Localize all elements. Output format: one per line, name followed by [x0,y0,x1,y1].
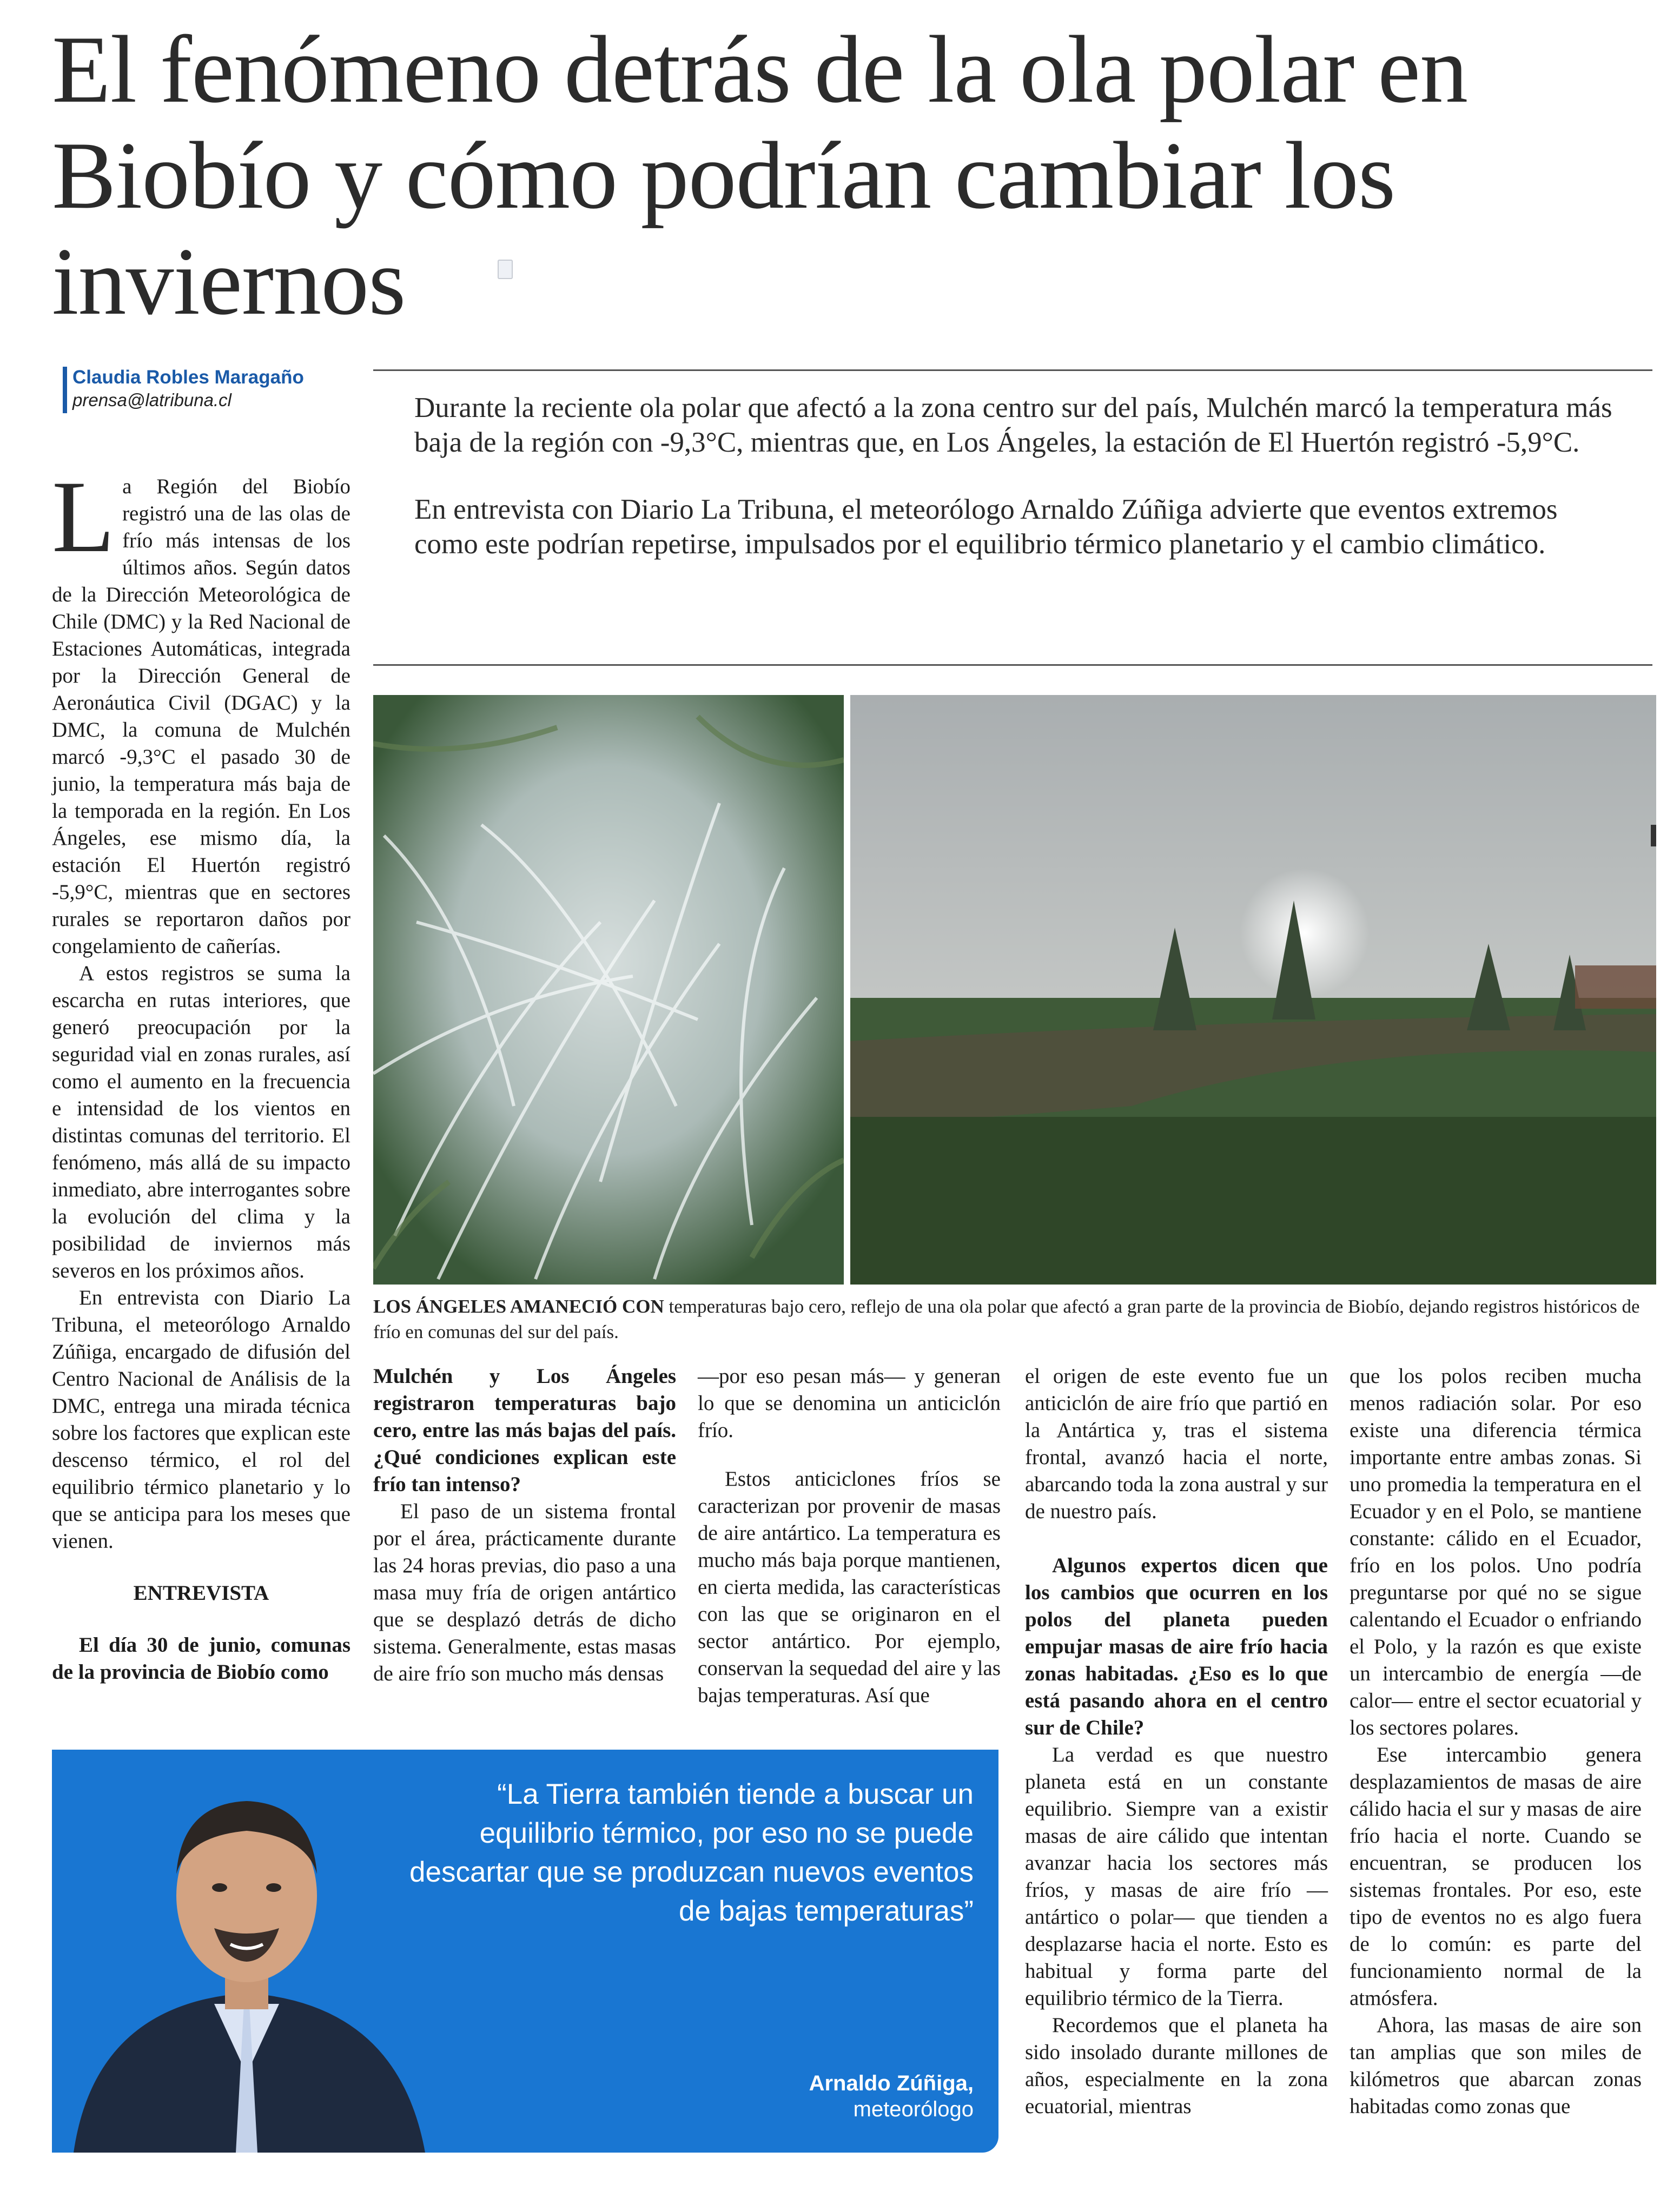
foggy-park-photo [850,695,1656,1285]
foggy-park-illustration [850,695,1656,1285]
pull-quote-text: “La Tierra también tiende a buscar un equilibrio térmico, por eso no se puede descartar que se produzcan nuevos eventos de bajas temperaturas” [409,1778,974,1927]
body-paragraph: En entrevista con Diario La Tribuna, el meteorólogo Arnaldo Zúñiga, encargado de difusión del Centro Nacional de Análisis de la DMC, entrega una mirada técnica sobre los factores que explican este descenso térmico, el rol del equilibrio térmico planetario y lo que se anticipa para los meses que vienen. [52,1286,350,1553]
interview-question: Algunos expertos dicen que los cambios que ocurren en los polos del planeta pueden empujar masas de aire frío hacia zonas habitadas. ¿Eso es lo que está pasando ahora en el centro sur de Chile? [1025,1554,1328,1739]
body-paragraph: Recordemos que el planeta ha sido insolado durante millones de años, especialmente en la zona ecuatorial, mientras [1025,2014,1328,2118]
lede-paragraph: En entrevista con Diario La Tribuna, el meteorólogo Arnaldo Zúñiga advierte que eventos extremos como este podrían repetirse, impulsados por el equilibrio térmico planetario y el cambio climático. [414,494,1558,560]
interview-question: Mulchén y Los Ángeles registraron temperaturas bajo cero, entre las más bajas del país. ¿Qué condiciones explican este frío tan intenso? [373,1365,676,1496]
body-column-5 [1350,1363,1642,2120]
body-column-2 [373,1363,676,1687]
body-paragraph: Estos anticiclones fríos se caracterizan por provenir de masas de aire antártico. La temperatura es mucho más baja porque mantienen, en cierta medida, las características con las que se originaron en el sector antártico. Por ejemplo, conservan la sequedad del aire y las bajas temperaturas. Así que [698,1467,1001,1707]
photo-caption [373,1294,1656,1345]
body-text: a Región del Biobío registró una de las olas de frío más intensas de los últimos años. Según datos de la Dirección Meteorológica de Chile (DMC) y la Red Nacional de Estaciones Automáticas, integrada por la Dirección General de Aeronáutica Civil (DGAC) y la DMC, la comuna de Mulchén marcó -9,3°C el pasado 30 de junio, la temperatura más baja de la temporada en la región. En Los Ángeles, ese mismo día, la estación El Huertón registró -5,9°C, mientras que en sectores rurales se reportaron daños por congelamiento de cañerías. [52,475,350,958]
body-paragraph: que los polos reciben mucha menos radiación solar. Por eso existe una diferencia térmica importante entre ambas zonas. Si uno promedia la temperatura en el Ecuador y en el Polo, se mantiene constante: cálido en el Ecuador, frío en los polos. Uno podría preguntarse por qué no se sigue calentando el Ecuador o enfriando el Polo, y la razón es que existe un intercambio de energía —de calor— entre el sector ecuatorial y los sectores polares. [1350,1365,1642,1739]
byline [72,366,304,411]
portrait-photo [52,1750,441,2153]
frost-grass-illustration [373,695,844,1285]
frost-grass-photo [373,695,844,1285]
body-paragraph: —por eso pesan más— y generan lo que se denomina un anticiclón frío. [698,1365,1001,1442]
quoted-person-role: meteorólogo [853,2097,974,2121]
body-column-4 [1025,1363,1328,2120]
caption-lead: LOS ÁNGELES AMANECIÓ CON [373,1296,664,1317]
lede-paragraph: Durante la reciente ola polar que afectó a la zona centro sur del país, Mulchén marcó la temperatura más baja de la región con -9,3°C, mientras que, en Los Ángeles, la estación de El Huertón registró -5,9°C. [414,392,1612,458]
interview-question: El día 30 de junio, comunas de la provincia de Biobío como [52,1633,350,1684]
body-paragraph: Ahora, las masas de aire son tan amplias que son miles de kilómetros que abarcan zonas habitadas como zonas que [1350,2014,1642,2118]
quoted-person-name: Arnaldo Zúñiga, [809,2071,974,2095]
body-paragraph: La verdad es que nuestro planeta está en un constante equilibrio. Siempre van a existir masas de aire cálido que intentan avanzar hacia los sectores más fríos, y masas de aire frío —antártico o polar— que tienden a desplazarse hacia el norte. Esto es habitual y forma parte del equilibrio térmico de la Tierra. [1025,1743,1328,2010]
byline-accent-bar [63,367,67,413]
section-subhead: ENTREVISTA [133,1581,269,1605]
headline: El fenómeno detrás de la ola polar en Biobío y cómo podrían cambiar los inviernos [52,16,1468,335]
body-column-3 [698,1363,1001,1709]
lede-bottom-rule [373,664,1652,666]
body-paragraph: el origen de este evento fue un anticiclón de aire frío que partió en la Antártica y, tras el sistema frontal, avanzó hacia el norte, abarcando toda la zona austral y sur de nuestro país. [1025,1365,1328,1523]
page-marker-icon [498,260,513,279]
lede-top-rule [373,369,1652,371]
caption-text: temperaturas bajo cero, reflejo de una ola polar que afectó a gran parte de la provincia de Biobío, dejando registros históricos de frío en comunas del sur del país. [373,1296,1640,1342]
body-paragraph: A estos registros se suma la escarcha en rutas interiores, que generó preocupación por la seguridad vial en zonas rurales, así como el aumento en la frecuencia e intensidad de los vientos en distintas comunas del territorio. El fenómeno, más allá de su impacto inmediato, abre interrogantes sobre la evolución del clima y la posibilidad de inviernos más severos en los próximos años. [52,962,350,1282]
body-paragraph: Ese intercambio genera desplazamientos de masas de aire cálido hacia el sur y masas de aire frío hacia el norte. Cuando se encuentran, se producen los sistemas frontales. Por eso, este tipo de eventos no es algo fuera de lo común: es parte del funcionamiento normal de la atmósfera. [1350,1743,1642,2010]
body-paragraph [52,460,350,960]
author-name: Claudia Robles Maragaño [72,367,304,388]
portrait-illustration [52,1750,441,2153]
body-paragraph: El paso de un sistema frontal por el área, prácticamente durante las 24 horas previas, dio paso a una masa muy fría de origen antártico que se desplazó detrás de dicho sistema. Generalmente, estas masas de aire frío son mucho más densas [373,1500,676,1685]
lede [414,390,1621,594]
drop-cap: L [52,460,115,574]
body-column-1 [52,460,350,1686]
pull-quote-attribution [703,2070,974,2122]
author-email[interactable]: prensa@latribuna.cl [72,390,232,410]
